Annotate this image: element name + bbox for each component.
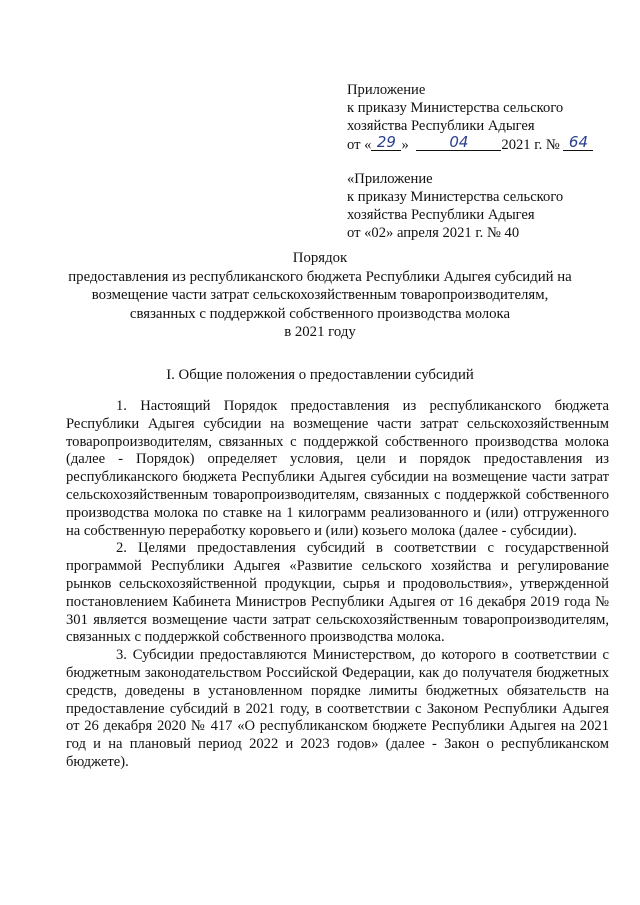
paragraph-2: 2. Целями предоставления субсидий в соответствии с государственной программой Республики Адыгея «Развитие сельского хозяйства и регулирование рынков сельскохозяйственной продукции, сырья и продовольствия», утвержденной постановлением Кабинета Министров Республики Адыгея от 16 декабря 2019 года № 301 является возмещение части затрат сельскохозяйственным товаропроизводителям, связанных с поддержкой собственного производства молока.: [66, 540, 609, 646]
day-handwritten: 29: [376, 133, 396, 151]
number-handwritten: 64: [568, 133, 588, 151]
number-blank: [563, 135, 593, 151]
annotation-line: к приказу Министерства сельского: [347, 100, 564, 116]
title-line: Порядок: [292, 250, 348, 266]
year-and-number-label: 2021 г. №: [501, 137, 560, 153]
section-heading: I. Общие положения о предоставлении субсидий: [166, 367, 474, 383]
title-line: возмещение части затрат сельскохозяйственным товаропроизводителям,: [91, 287, 549, 303]
annotation-line: Приложение: [347, 82, 426, 98]
title-line: связанных с поддержкой собственного производства молока: [129, 305, 511, 322]
annotation-line: хозяйства Республики Адыгея: [347, 118, 535, 134]
annotation-line: от «02» апреля 2021 г. № 40: [347, 225, 520, 241]
annotation-previous-order: [347, 170, 563, 242]
paragraph-1: 1. Настоящий Порядок предоставления из республиканского бюджета Республики Адыгея субсидии на возмещение части затрат сельскохозяйственным товаропроизводителям, связанных с поддержкой собственного производства молока (далее - Порядок) определяет условия, цели и порядок предоставления из республиканского бюджета Республики Адыгея субсидии на возмещение части затрат сельскохозяйственным товаропроизводителям, связанных с поддержкой собственного производства молока по ставке на 1 килограмм реализованного и (или) отгруженного на собственную переработку коровьего и (или) козьего молока (далее - субсидии).: [66, 398, 609, 539]
annotation-line: «Приложение: [347, 171, 433, 187]
annotation-line: хозяйства Республики Адыгея: [347, 207, 535, 223]
title-line: в 2021 году: [284, 324, 356, 340]
month-handwritten: 04: [449, 133, 469, 151]
date-prefix: от «: [347, 137, 372, 153]
annotation-date-line: [347, 135, 593, 154]
day-blank: [371, 135, 401, 151]
annotation-new-order: [347, 81, 593, 154]
month-blank: [416, 135, 501, 151]
annotation-line: к приказу Министерства сельского: [347, 189, 564, 205]
quote-close: »: [401, 137, 409, 153]
document-body: [66, 398, 609, 772]
title-line: предоставления из республиканского бюджета Республики Адыгея субсидий на: [68, 268, 572, 285]
document-title: [40, 249, 600, 342]
paragraph-3: 3. Субсидии предоставляются Министерством, до которого в соответствии с бюджетным законодательством Российской Федерации, как до получателя бюджетных средств, доведены в установленном порядке лимиты бюджетных обязательств на предоставление субсидий в 2021 году, в соответствии с Законом Республики Адыгея от 26 декабря 2020 № 417 «О республиканском бюджете Республики Адыгея на 2021 год и на плановый период 2022 и 2023 годов» (далее - Закон о республиканском бюджете).: [66, 647, 609, 770]
